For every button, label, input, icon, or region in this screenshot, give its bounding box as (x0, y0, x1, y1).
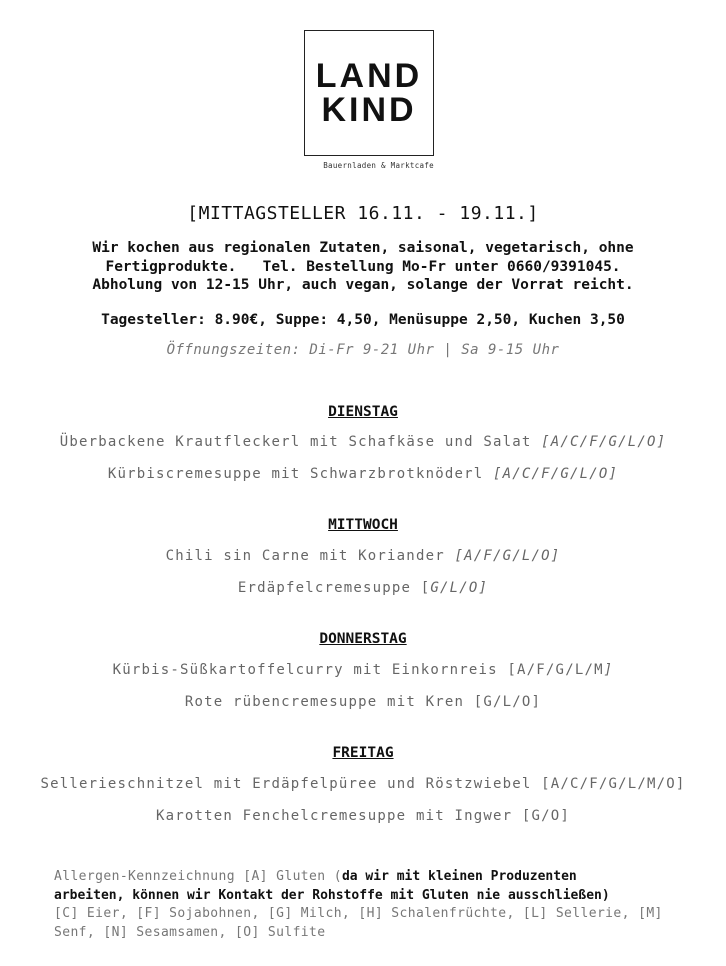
dish-item (0, 466, 726, 482)
opening-hours: Öffnungszeiten: Di-Fr 9-21 Uhr | Sa 9-15 Uhr (166, 342, 560, 358)
dish-item (0, 580, 726, 596)
dish-name: Chili sin Carne mit Koriander (165, 548, 455, 564)
dish-item (0, 694, 726, 710)
dish-allergens: [A/F/G/L/O] (454, 548, 561, 564)
dish-item (0, 776, 726, 792)
allergen-legend-line (54, 868, 694, 887)
dish-allergens: G/L/O] (430, 580, 489, 596)
dish-name: Karotten Fenchelcremesuppe mit Ingwer [G/O] (155, 808, 571, 824)
logo-line-land: LAND (315, 57, 423, 95)
dish-item (0, 434, 726, 450)
dish-name: Kürbis-Süßkartoffelcurry mit Einkornreis [A/F/G/L/M (112, 662, 604, 678)
price-list: Tagesteller: 8.90€, Suppe: 4,50, Menüsuppe 2,50, Kuchen 3,50 (101, 312, 625, 328)
dish-allergens: ] (603, 662, 614, 678)
dish-allergens: [A/C/F/G/L/O] (541, 434, 667, 450)
dish-item (0, 808, 726, 824)
dish-name: Rote rübencremesuppe mit Kren [G/L/O] (184, 694, 542, 710)
allergen-legend-prefix: Allergen-Kennzeichnung [A] Gluten ( (54, 869, 342, 884)
allergen-list-line: [C] Eier, [F] Sojabohnen, [G] Milch, [H] Schalenfrüchte, [L] Sellerie, [M] (54, 906, 663, 921)
intro-line: Abholung von 12-15 Uhr, auch vegan, solange der Vorrat reicht. (92, 277, 634, 293)
intro-text (0, 239, 726, 295)
dish-item (0, 548, 726, 564)
dish-name: Kürbiscremesuppe mit Schwarzbrotknöderl (107, 466, 493, 482)
day-heading-thursday: DONNERSTAG (319, 631, 407, 647)
day-heading-wednesday: MITTWOCH (328, 517, 398, 533)
dish-name: Überbackene Krautfleckerl mit Schafkäse und Salat (59, 434, 542, 450)
dish-allergens: [A/C/F/G/L/O] (492, 466, 619, 482)
allergen-legend (54, 868, 694, 942)
logo-line-kind: KIND (321, 91, 417, 129)
gluten-notice: da wir mit kleinen Produzenten (341, 869, 577, 884)
day-heading-friday: FREITAG (332, 745, 394, 761)
allergen-list-line: Senf, [N] Sesamsamen, [O] Sulfite (54, 924, 326, 940)
gluten-notice-continued: arbeiten, können wir Kontakt der Rohstoffe mit Gluten nie ausschließen) (54, 887, 610, 903)
intro-line: Fertigprodukte. Tel. Bestellung Mo-Fr unter 0660/9391045. (105, 258, 621, 275)
day-heading-tuesday: DIENSTAG (328, 404, 398, 420)
logo-tagline: Bauernladen & Marktcafe (323, 161, 434, 170)
intro-line: Wir kochen aus regionalen Zutaten, saisonal, vegetarisch, ohne (92, 240, 634, 256)
landkind-logo (304, 30, 434, 156)
menu-title: [MITTAGSTELLER 16.11. - 19.11.] (187, 203, 539, 224)
dish-name: Erdäpfelcremesuppe [ (237, 580, 431, 596)
dish-item (0, 662, 726, 678)
dish-name: Sellerieschnitzel mit Erdäpfelpüree und Röstzwiebel [A/C/F/G/L/M/O] (40, 776, 686, 792)
